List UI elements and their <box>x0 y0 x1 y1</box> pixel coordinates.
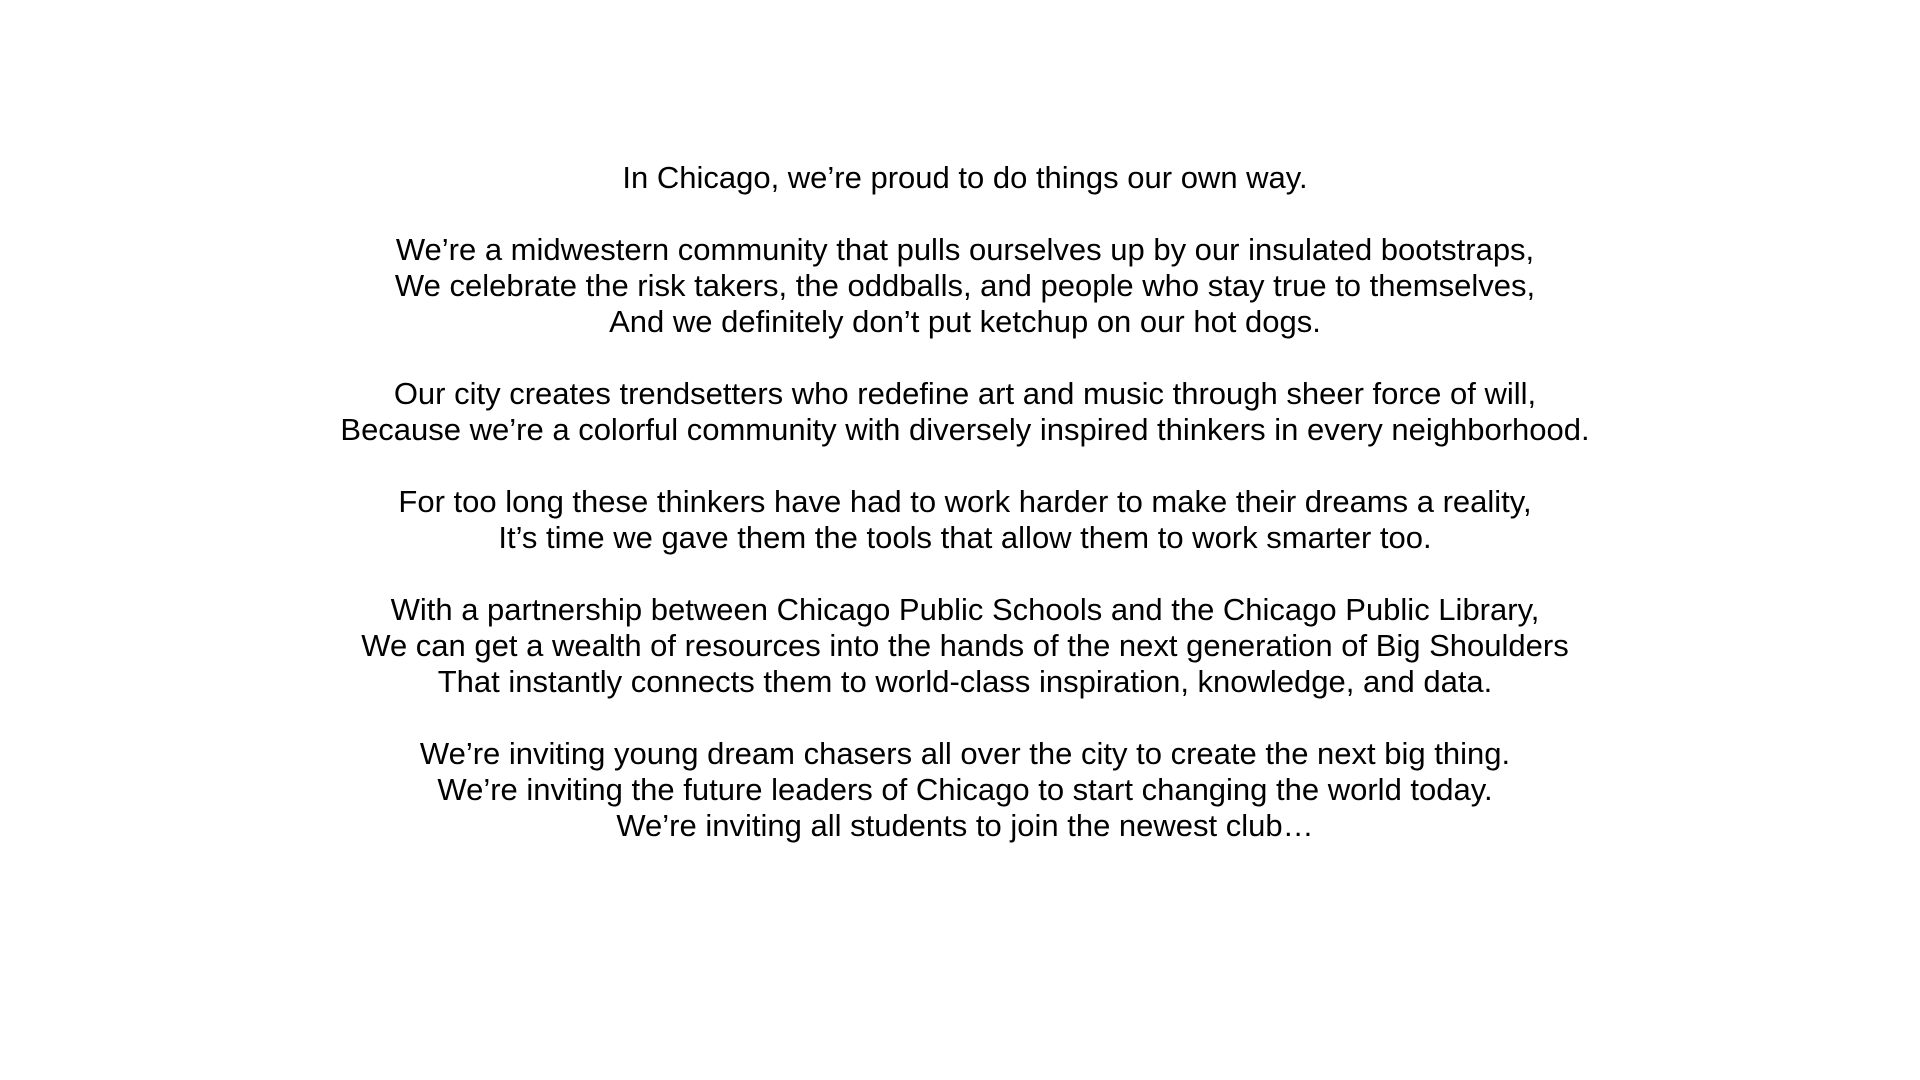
stanza-intro <box>30 160 1900 196</box>
text-line: We’re inviting young dream chasers all over the city to create the next big thing. <box>419 736 1511 771</box>
stanza-trendsetters <box>30 376 1900 448</box>
stanza-thinkers <box>30 484 1900 556</box>
text-line: We celebrate the risk takers, the oddballs, and people who stay true to themselves, <box>394 268 1536 303</box>
stanza-partnership <box>30 592 1900 700</box>
text-line: We’re inviting all students to join the newest club… <box>616 808 1314 843</box>
text-line: We can get a wealth of resources into the hands of the next generation of Big Shoulders <box>361 628 1569 663</box>
text-line: With a partnership between Chicago Public Schools and the Chicago Public Library, <box>390 592 1540 627</box>
text-line: We’re a midwestern community that pulls ourselves up by our insulated bootstraps, <box>395 232 1535 267</box>
manifesto-text <box>0 160 1900 880</box>
text-line: That instantly connects them to world-class inspiration, knowledge, and data. <box>437 664 1493 699</box>
text-line: And we definitely don’t put ketchup on our hot dogs. <box>609 304 1321 339</box>
stanza-community <box>30 232 1900 340</box>
text-line: In Chicago, we’re proud to do things our own way. <box>622 160 1308 195</box>
text-line: Because we’re a colorful community with diversely inspired thinkers in every neighborhood. <box>340 412 1590 447</box>
stanza-invitation <box>30 736 1900 844</box>
text-line: We’re inviting the future leaders of Chicago to start changing the world today. <box>437 772 1493 807</box>
text-line: It’s time we gave them the tools that allow them to work smarter too. <box>498 520 1432 555</box>
text-line: Our city creates trendsetters who redefine art and music through sheer force of will, <box>393 376 1537 411</box>
text-line: For too long these thinkers have had to work harder to make their dreams a reality, <box>398 484 1532 519</box>
